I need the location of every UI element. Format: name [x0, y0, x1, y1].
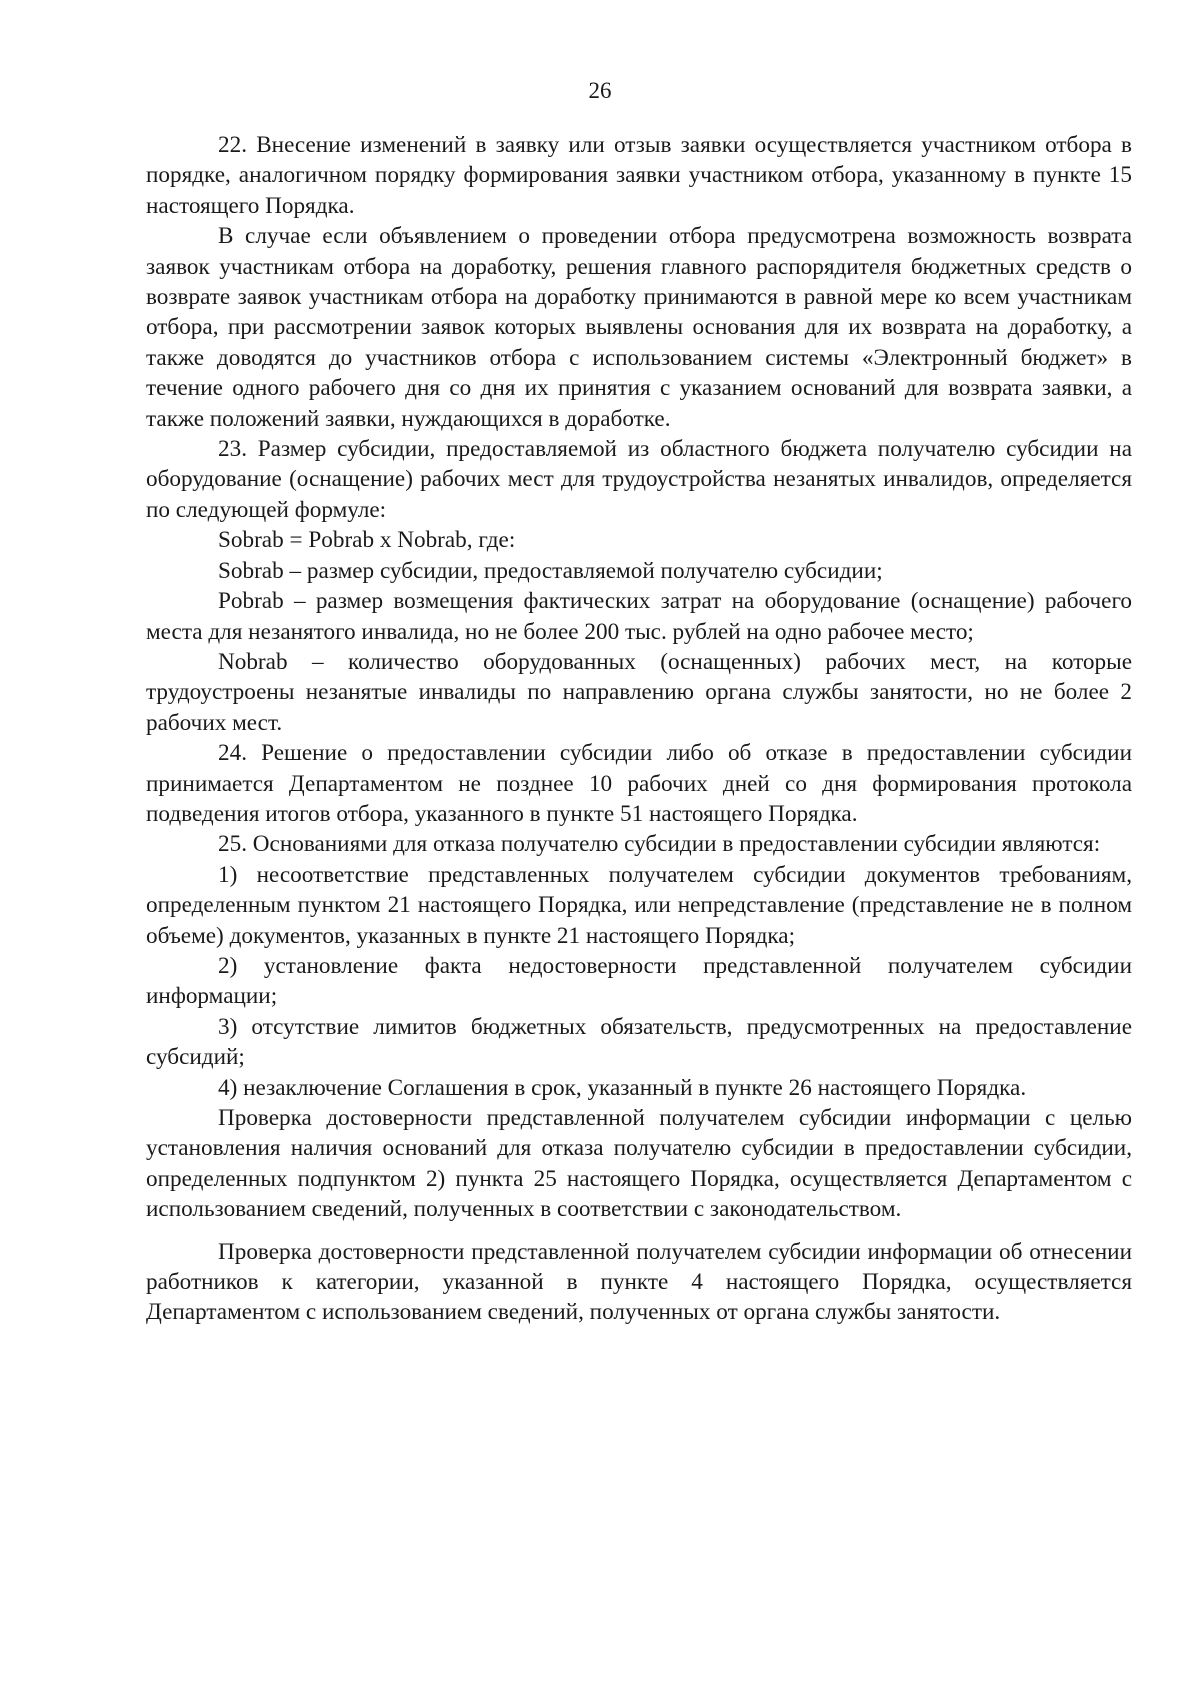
list-item-1: 1) несоответствие представленных получателем субсидии документов требованиям, определенным пунктом 21 настоящего Порядка, или непредставление (представление не в полном объеме) документов, указанных в пункте 21 настоящего Порядка;: [146, 861, 1132, 949]
page-number: 26: [588, 78, 612, 103]
formula-pobrab-definition: Pobrab – размер возмещения фактических затрат на оборудование (оснащение) рабочего места для незанятого инвалида, но не более 200 тыс. рублей на одно рабочее место;: [146, 588, 1132, 645]
paragraph-23-subsidy-size: 23. Размер субсидии, предоставляемой из областного бюджета получателю субсидии на оборудование (оснащение) рабочих мест для трудоустройства незанятых инвалидов, определяется по следующей формуле:: [146, 436, 1132, 523]
list-item-4: 4) незаключение Соглашения в срок, указанный в пункте 26 настоящего Порядка.: [218, 1074, 1027, 1101]
paragraph-return-for-revision: В случае если объявлением о проведении отбора предусмотрена возможность возврата заявок участникам отбора на доработку, решения главного распорядителя бюджетных средств о возврате заявок участникам отбора на доработку принимаются в равной мере ко всем участникам отбора, при рассмотрении заявок которых выявлены основания для их возврата на доработку, а также доводятся до участников отбора с использованием системы «Электронный бюджет» в течение одного рабочего дня со дня их принятия с указанием оснований для возврата заявки, а также положений заявки, нуждающихся в доработке.: [146, 223, 1132, 432]
paragraph-22-amendments: 22. Внесение изменений в заявку или отзыв заявки осуществляется участником отбора в порядке, аналогичном порядку формирования заявки участником отбора, указанному в пункте 15 настоящего Порядка.: [146, 132, 1132, 219]
paragraph-24-decision: 24. Решение о предоставлении субсидии либо об отказе в предоставлении субсидии принимается Департаментом не позднее 10 рабочих дней со дня формирования протокола подведения итогов отбора, указанного в пункте 51 настоящего Порядка.: [146, 740, 1132, 827]
document-body: [146, 130, 1132, 1328]
list-item-3: 3) отсутствие лимитов бюджетных обязательств, предусмотренных на предоставление субсидий;: [146, 1013, 1132, 1071]
paragraph-verification-2: Проверка достоверности представленной получателем субсидии информации об отнесении работников к категории, указанной в пункте 4 настоящего Порядка, осуществляется Департаментом с использованием сведений, полученных от органа службы занятости.: [146, 1238, 1132, 1326]
paragraph-25-grounds: 25. Основаниями для отказа получателю субсидии в предоставлении субсидии являются:: [218, 831, 1101, 858]
formula-nobrab-definition: Nobrab – количество оборудованных (оснащенных) рабочих мест, на которые трудоустроены незанятые инвалиды по направлению органа службы занятости, но не более 2 рабочих мест.: [146, 648, 1132, 736]
paragraph-verification-1: Проверка достоверности представленной получателем субсидии информации с целью установления наличия оснований для отказа получателю субсидии в предоставлении субсидии, определенных подпунктом 2) пункта 25 настоящего Порядка, осуществляется Департаментом с использованием сведений, полученных в соответствии с законодательством.: [146, 1105, 1132, 1223]
formula-line: Sobrab = Pobrab x Nobrab, где:: [218, 527, 516, 554]
formula-sobrab-definition: Sobrab – размер субсидии, предоставляемой получателю субсидии;: [218, 557, 883, 584]
list-item-2: 2) установление факта недостоверности представленной получателем субсидии информации;: [146, 952, 1132, 1010]
